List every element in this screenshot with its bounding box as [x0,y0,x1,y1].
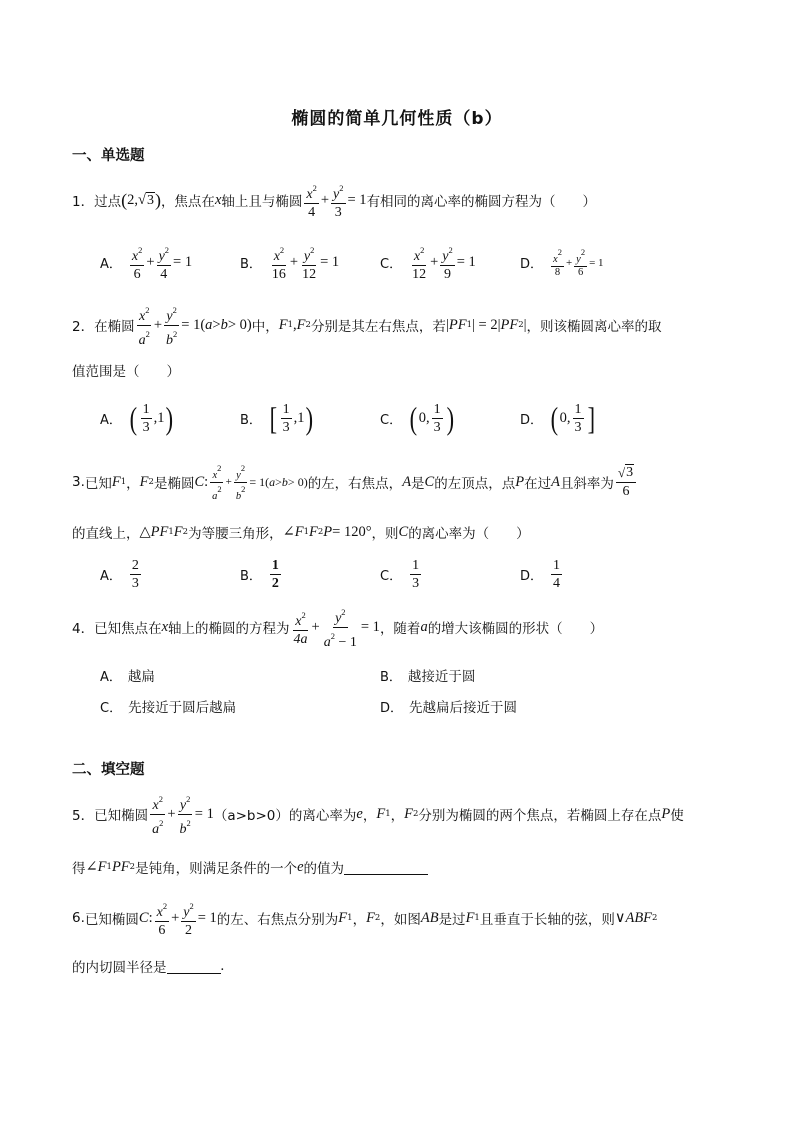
q3-option-c[interactable]: C． $\frac{1}{3}$ [380,558,420,591]
q3-option-d[interactable]: D． $\frac{1}{4}$ [520,558,561,591]
section-fill-blank: 二、填空题 [72,762,145,778]
question-6: 6. 已知椭圆 C : $\frac{x^2}{6}$ + $\frac{y^2}{2}$ = 1 的左、右焦点分别为 F 1 ， F 2 ，如图 AB 是过 F 1 且垂直于长轴的弦，则 ∨ ABF 2 [72,898,657,938]
q2-option-c[interactable]: C． ( 0, $\frac{1}{3}$ ) [380,400,454,436]
q2-option-b[interactable]: B． [ $\frac{1}{3}$ ,1 ) [240,400,314,436]
question-5: 5． 已知椭圆 $\frac{x^2}{a^2}$ + $\frac{y^2}{b^2}$ = 1 （a>b>0）的离心率为 e ， F 1 ， F 2 分别为椭圆的两个焦点，若椭圆上存在点 P 使 [72,794,684,834]
question-2: 2． 在椭圆 $\frac{x^2}{a^2}$ + $\frac{y^2}{b^2}$ = 1( a > b > 0) 中， F 1 , F 2 分别是其左右焦点，若 | PF 1 | = 2| PF 2 | ，则该椭圆离心率的取 [72,305,662,345]
q4-option-d[interactable]: D． 先越扁后接近于圆 [380,700,518,716]
question-3-line-2: 的直线上， △ PF 1 F 2 为等腰三角形， ∠ F 1 F 2 P = 120° ，则 C 的离心率为（ ） [72,523,530,542]
question-2-line-2: 值范围是（ ） [72,364,180,380]
q2-option-a[interactable]: A． ( $\frac{1}{3}$ ,1 ) [100,400,174,436]
q3-option-a[interactable]: A． $\frac{2}{3}$ [100,558,139,591]
q4-option-b[interactable]: B． 越接近于圆 [380,669,476,685]
question-1: 1． 过点 ( 2, √ 3 ) ，焦点在 x 轴上且与椭圆 $\frac{x^2}{4}$ + $\frac{y^2}{3}$ = 1 有相同的离心率的椭圆方程为（ ） [72,180,596,220]
q5-answer-blank[interactable] [344,860,428,875]
q6-answer-blank[interactable] [167,959,221,974]
question-4: 4． 已知焦点在 x 轴上的椭圆的方程为 $\frac{x^2}{4a}$ + $\frac{y^2}{a^2 - 1}$ = 1 ，随着 a 的增大该椭圆的形状（ ） [72,607,603,647]
q4-option-c[interactable]: C． 先接近于圆后越扁 [100,700,237,716]
question-3: 3. 已知 F 1 ， F 2 是椭圆 C : $\frac{x^2}{a^2}$ + $\frac{y^2}{b^2}$ = 1( a > b > 0) 的左，右焦点， A 是 C 的左顶点，点 P 在过 A 且斜率为 √ 3 6 [72,462,638,502]
q3-option-b[interactable]: B． $\frac{1}{2}$ [240,558,279,591]
page-title: 椭圆的简单几何性质（b） [291,109,503,129]
q1-option-c[interactable]: C． $\frac{x^2}{12}$ + $\frac{y^2}{9}$ = 1 [380,242,476,283]
q1-option-a[interactable]: A． $\frac{x^2}{6}$ + $\frac{y^2}{4}$ = 1 [100,242,192,283]
question-5-line-2: 得 ∠ F 1 PF 2 是钝角，则满足条件的一个 e 的值为 [72,847,428,887]
q4-option-a[interactable]: A． 越扁 [100,669,155,685]
q1-option-b[interactable]: B． $\frac{x^2}{16}$ + $\frac{y^2}{12}$ = 1 [240,242,339,283]
section-single-choice: 一、单选题 [72,148,145,164]
q2-option-d[interactable]: D． ( 0, $\frac{1}{3}$ ] [520,400,595,436]
q1-option-d[interactable]: D． $\frac{x^2}{8}$ + $\frac{y^2}{6}$ = 1 [520,247,604,278]
question-6-line-2: 的内切圆半径是 . [72,957,225,976]
